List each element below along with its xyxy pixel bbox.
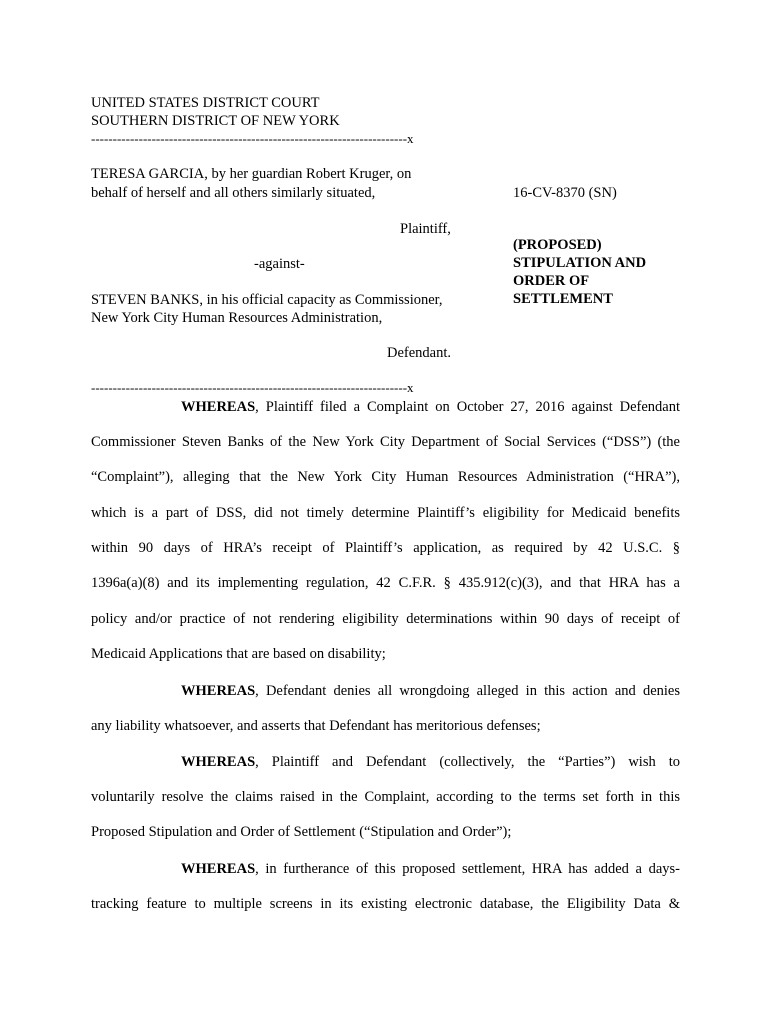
defendant-name-line2: New York City Human Resources Administration, <box>91 310 383 326</box>
title-line: (PROPOSED) <box>513 237 602 253</box>
paragraph-line: Commissioner Steven Banks of the New York City Department of Social Services (“DSS”) (the <box>91 434 680 450</box>
whereas-label: WHEREAS <box>181 399 256 415</box>
court-district: SOUTHERN DISTRICT OF NEW YORK <box>91 113 340 129</box>
caption-rule-bottom: -------------------------------------------------------------------------x <box>91 380 414 395</box>
plaintiff-name-line1: TERESA GARCIA, by her guardian Robert Kruger, on <box>91 166 412 182</box>
paragraph-line: any liability whatsoever, and asserts that Defendant has meritorious defenses; <box>91 718 541 734</box>
title-line: STIPULATION AND <box>513 255 647 271</box>
paragraph-line: WHEREAS, Defendant denies all wrongdoing alleged in this action and denies <box>181 683 680 699</box>
paragraph-line: tracking feature to multiple screens in its existing electronic database, the Eligibility Data & <box>91 896 680 912</box>
court-name: UNITED STATES DISTRICT COURT <box>91 95 320 111</box>
paragraph-line: WHEREAS, in furtherance of this proposed settlement, HRA has added a days- <box>181 861 680 877</box>
plaintiff-role: Plaintiff, <box>400 221 451 237</box>
paragraph-line: 1396a(a)(8) and its implementing regulation, 42 C.F.R. § 435.912(c)(3), and that HRA has a <box>91 575 680 591</box>
case-number: 16-CV-8370 (SN) <box>513 185 617 201</box>
caption-rule-top: -------------------------------------------------------------------------x <box>91 131 414 146</box>
document-title <box>513 236 646 308</box>
paragraph-line: “Complaint”), alleging that the New York City Human Resources Administration (“HRA”), <box>91 469 680 485</box>
paragraph-line: WHEREAS, Plaintiff and Defendant (collectively, the “Parties”) wish to <box>181 754 680 770</box>
defendant-role: Defendant. <box>387 345 452 361</box>
title-line: ORDER OF <box>513 273 590 289</box>
plaintiff-name-line2: behalf of herself and all others similarly situated, <box>91 185 376 201</box>
whereas-label: WHEREAS <box>181 683 256 699</box>
title-line: SETTLEMENT <box>513 291 613 307</box>
paragraph-line: WHEREAS, Plaintiff filed a Complaint on October 27, 2016 against Defendant <box>181 399 680 415</box>
whereas-label: WHEREAS <box>181 754 256 770</box>
paragraph-line: voluntarily resolve the claims raised in the Complaint, according to the terms set forth in this <box>91 789 680 805</box>
against-label: -against- <box>254 256 305 272</box>
paragraph-line: Proposed Stipulation and Order of Settlement (“Stipulation and Order”); <box>91 824 512 840</box>
paragraph-line: Medicaid Applications that are based on disability; <box>91 646 386 662</box>
paragraph-line: which is a part of DSS, did not timely determine Plaintiff’s eligibility for Medicaid benefits <box>91 505 680 521</box>
whereas-label: WHEREAS <box>181 861 256 877</box>
paragraph-line: within 90 days of HRA’s receipt of Plaintiff’s application, as required by 42 U.S.C. § <box>91 540 680 556</box>
defendant-name-line1: STEVEN BANKS, in his official capacity as Commissioner, <box>91 292 443 308</box>
paragraph-line: policy and/or practice of not rendering eligibility determinations within 90 days of receipt of <box>91 611 680 627</box>
